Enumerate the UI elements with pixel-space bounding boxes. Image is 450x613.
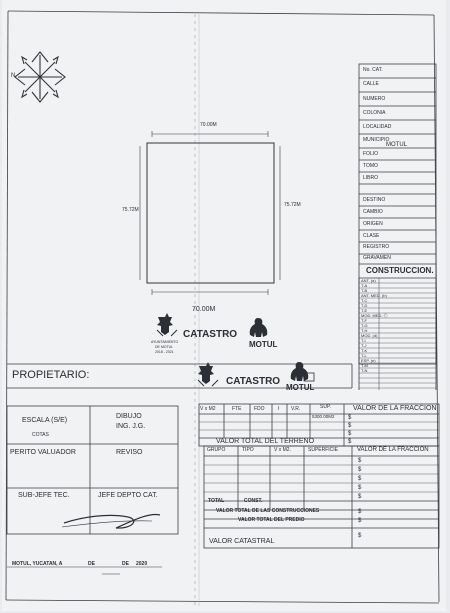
field-cambio: CAMBIO xyxy=(363,209,383,215)
construction-row: T-C xyxy=(361,298,368,303)
reviso-label: REVISO xyxy=(116,449,143,456)
construction-row: T-L xyxy=(361,353,367,358)
terrain-header-valor-fraccion: VALOR DE LA FRACCION xyxy=(353,405,437,412)
const-header-valor-fraccion: VALOR DE LA FRACCION xyxy=(357,447,429,453)
field-numero: NUMERO xyxy=(363,96,386,102)
field-colonia: COLONIA xyxy=(363,110,386,116)
construction-row: T-N xyxy=(361,368,368,373)
construction-row: MOD. MED. Ⓒ xyxy=(361,313,388,318)
field-calle: CALLE xyxy=(363,81,379,87)
field-municipio-value: MOTUL xyxy=(386,142,407,148)
construction-title: CONSTRUCCION. xyxy=(366,266,434,275)
terrain-currency: $ xyxy=(348,431,352,437)
field-localidad: LOCALIDAD xyxy=(363,124,392,130)
right-dimension: 75.72M xyxy=(284,202,301,208)
construction-row: T-G xyxy=(361,323,368,328)
terrain-total-currency: $ xyxy=(348,439,352,445)
field-folio: FOLIO xyxy=(363,151,379,157)
construction-row: T-K xyxy=(361,348,368,353)
jefe-depto-label: JEFE DEPTO CAT. xyxy=(98,492,158,499)
construction-row: T-B xyxy=(361,288,368,293)
construction-row: T-A xyxy=(361,283,368,288)
propietario-label: PROPIETARIO: xyxy=(12,369,90,381)
construction-row: MOD. (d) xyxy=(361,333,378,338)
footer-de-2: DE xyxy=(122,561,129,567)
left-dimension: 75.72M xyxy=(122,207,139,213)
field-destino: DESTINO xyxy=(363,197,386,203)
const-currency: $ xyxy=(358,494,362,500)
construction-row: T-E xyxy=(361,308,368,313)
motul-logo-text-2: MOTUL xyxy=(286,383,315,392)
const-const-label: CONST. xyxy=(244,498,263,504)
ayuntamiento-year: 2018 - 2021 xyxy=(155,350,174,354)
field-no-cat: No. CAT. xyxy=(363,67,383,73)
construction-row: T-J xyxy=(361,343,367,348)
footer-de-1: DE xyxy=(88,561,95,567)
const-currency: $ xyxy=(358,485,362,491)
terrain-header-sup: SUP. xyxy=(320,404,332,410)
ayuntamiento-text: AYUNTAMIENTO xyxy=(151,340,179,344)
terrain-currency: $ xyxy=(348,415,352,421)
total-construcciones-currency: $ xyxy=(358,509,362,515)
motul-logo-text: MOTUL xyxy=(249,340,278,349)
const-currency: $ xyxy=(358,476,362,482)
valor-catastral-label: VALOR CATASTRAL xyxy=(209,538,275,545)
terrain-header-i: I xyxy=(278,406,280,412)
bottom-dimension: 70.00M xyxy=(192,306,216,313)
dibujo-name: ING. J.G. xyxy=(116,423,146,430)
cadastral-sheet xyxy=(2,0,446,611)
compass-rose-icon xyxy=(15,52,65,102)
ayuntamiento-text-2: DE MOTUL xyxy=(155,345,174,349)
terrain-header-vr: V.R. xyxy=(291,406,301,412)
construction-row: ESP. (e) xyxy=(361,358,376,363)
field-tomo: TOMO xyxy=(363,163,378,169)
valor-catastral-currency: $ xyxy=(358,533,362,539)
field-municipio: MUNICIPIO xyxy=(363,137,390,143)
form-lines xyxy=(2,0,450,613)
perito-valuador-label: PERITO VALUADOR xyxy=(10,449,76,456)
construction-row: T-D xyxy=(361,303,368,308)
terrain-header-fte: FTE xyxy=(232,406,242,412)
terrain-header-vxm2: V x M2 xyxy=(200,406,216,412)
const-header-vxm2: V x M2. xyxy=(274,447,291,453)
const-header-tipo: TIPO xyxy=(242,447,254,453)
construction-row: T-M xyxy=(361,363,368,368)
catastro-stamp-2: CATASTRO xyxy=(226,376,281,387)
construction-row: ANT. (a) xyxy=(361,278,376,283)
field-libro: LIBRO xyxy=(363,175,379,181)
const-currency: $ xyxy=(358,467,362,473)
terrain-superficie-value: 5300.00M2 xyxy=(312,414,335,419)
field-gravamen: GRAVAMEN xyxy=(363,255,391,261)
catastro-stamp-1: CATASTRO xyxy=(183,329,238,340)
const-header-superficie: SUPERFICIE xyxy=(308,447,339,453)
total-predio-label: VALOR TOTAL DEL PREDIO xyxy=(238,517,305,523)
plot-area xyxy=(180,150,260,260)
dibujo-label: DIBUJO xyxy=(116,413,142,420)
north-label: N xyxy=(11,73,16,79)
terrain-header-fdo: FDO xyxy=(254,406,265,412)
construction-row: T-H xyxy=(361,328,368,333)
const-currency: $ xyxy=(358,458,362,464)
cotas-label: COTAS xyxy=(32,432,49,438)
construction-row: T-I xyxy=(361,338,366,343)
field-origen: ORIGEN xyxy=(363,221,383,227)
const-total-label: TOTAL xyxy=(208,498,225,504)
subjefe-label: SUB-JEFE TEC. xyxy=(18,492,70,499)
top-dimension: 70.00M xyxy=(200,122,217,128)
construction-row: ANT. MED. (b) xyxy=(361,293,387,298)
total-predio-currency: $ xyxy=(358,518,362,524)
signature-icon xyxy=(64,514,160,528)
footer-year: 2020 xyxy=(136,561,148,567)
terrain-currency: $ xyxy=(348,423,352,429)
const-header-grupo: GRUPO xyxy=(207,447,226,453)
terrain-total-label: VALOR TOTAL DEL TERRENO xyxy=(216,438,315,445)
field-clase: CLASE xyxy=(363,233,380,239)
total-construcciones-label: VALOR TOTAL DE LAS CONSTRUCCIONES xyxy=(216,508,320,514)
construction-row: T-F xyxy=(361,318,367,323)
footer-city: MOTUL, YUCATAN, A xyxy=(12,561,63,567)
escala-label: ESCALA (S/E) xyxy=(22,417,68,424)
field-registro: REGISTRO xyxy=(363,244,390,250)
